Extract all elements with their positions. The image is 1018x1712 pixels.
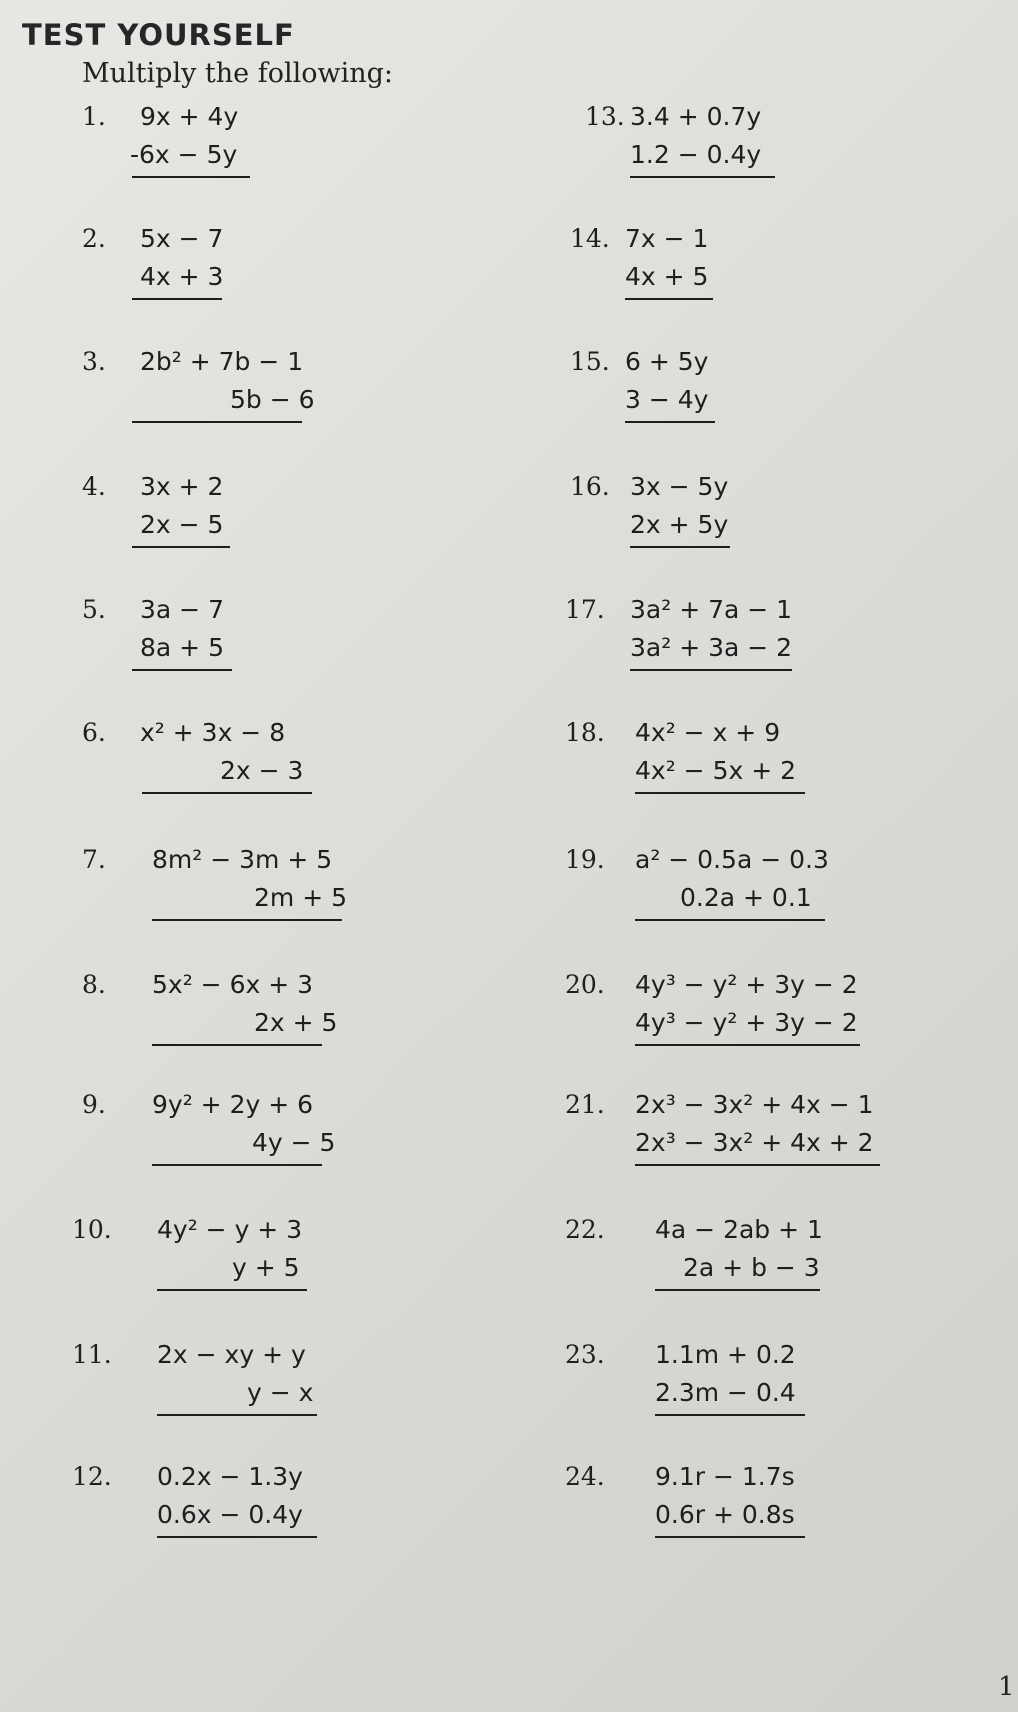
multiplier: 4x + 3 — [140, 262, 224, 291]
multiplicand: 3x + 2 — [140, 472, 224, 501]
answer-rule — [635, 792, 805, 794]
problem-number: 16. — [570, 472, 610, 501]
multiplier: 2x + 5y — [630, 510, 729, 539]
problem-number: 4. — [82, 472, 106, 501]
problem-number: 1. — [82, 102, 106, 131]
multiplier: 4x + 5 — [625, 262, 709, 291]
multiplier: 0.6r + 0.8s — [655, 1500, 795, 1529]
problem-number: 17. — [565, 595, 605, 624]
answer-rule — [152, 1044, 322, 1046]
problem-number: 15. — [570, 347, 610, 376]
multiplicand: x² + 3x − 8 — [140, 718, 286, 747]
multiplicand: 7x − 1 — [625, 224, 709, 253]
multiplicand: 9.1r − 1.7s — [655, 1462, 795, 1491]
answer-rule — [630, 176, 775, 178]
answer-rule — [635, 919, 825, 921]
problem-number: 13. — [585, 102, 625, 131]
multiplier: 2x − 3 — [220, 756, 304, 785]
multiplicand: 5x² − 6x + 3 — [152, 970, 314, 999]
problem-number: 19. — [565, 845, 605, 874]
multiplicand: 3.4 + 0.7y — [630, 102, 762, 131]
answer-rule — [142, 792, 312, 794]
multiplier: 2m + 5 — [254, 883, 348, 912]
multiplicand: 1.1m + 0.2 — [655, 1340, 796, 1369]
multiplicand: 4y² − y + 3 — [157, 1215, 303, 1244]
multiplicand: 4x² − x + 9 — [635, 718, 781, 747]
multiplicand: 3x − 5y — [630, 472, 729, 501]
problem-number: 14. — [570, 224, 610, 253]
multiplier: 0.2a + 0.1 — [680, 883, 812, 912]
answer-rule — [655, 1289, 820, 1291]
multiplier: 4x² − 5x + 2 — [635, 756, 797, 785]
multiplier: 2x³ − 3x² + 4x + 2 — [635, 1128, 874, 1157]
multiplicand: a² − 0.5a − 0.3 — [635, 845, 829, 874]
multiplicand: 6 + 5y — [625, 347, 709, 376]
answer-rule — [625, 421, 715, 423]
problem-number: 3. — [82, 347, 106, 376]
problem-number: 8. — [82, 970, 106, 999]
multiplicand: 4y³ − y² + 3y − 2 — [635, 970, 858, 999]
problem-number: 6. — [82, 718, 106, 747]
multiplier: 2a + b − 3 — [683, 1253, 820, 1282]
answer-rule — [132, 176, 250, 178]
multiplicand: 3a − 7 — [140, 595, 224, 624]
multiplier: 1.2 − 0.4y — [630, 140, 762, 169]
multiplier: 2x − 5 — [140, 510, 224, 539]
multiplier: 8a + 5 — [140, 633, 224, 662]
problem-number: 24. — [565, 1462, 605, 1491]
multiplier: 3a² + 3a − 2 — [630, 633, 793, 662]
multiplicand: 4a − 2ab + 1 — [655, 1215, 823, 1244]
multiplicand: 9x + 4y — [140, 102, 239, 131]
problem-number: 7. — [82, 845, 106, 874]
problem-number: 23. — [565, 1340, 605, 1369]
multiplicand: 9y² + 2y + 6 — [152, 1090, 314, 1119]
answer-rule — [635, 1164, 880, 1166]
answer-rule — [630, 669, 792, 671]
answer-rule — [157, 1289, 307, 1291]
answer-rule — [152, 1164, 322, 1166]
answer-rule — [157, 1414, 317, 1416]
answer-rule — [152, 919, 342, 921]
problem-number: 22. — [565, 1215, 605, 1244]
problem-number: 18. — [565, 718, 605, 747]
multiplier: 0.6x − 0.4y — [157, 1500, 303, 1529]
answer-rule — [630, 546, 730, 548]
multiplier: y − x — [247, 1378, 314, 1407]
answer-rule — [655, 1414, 805, 1416]
problem-number: 9. — [82, 1090, 106, 1119]
multiplicand: 8m² − 3m + 5 — [152, 845, 333, 874]
answer-rule — [655, 1536, 805, 1538]
multiplicand: 3a² + 7a − 1 — [630, 595, 793, 624]
multiplier: 4y − 5 — [252, 1128, 336, 1157]
problem-number: 12. — [72, 1462, 112, 1491]
multiplier: 2.3m − 0.4 — [655, 1378, 796, 1407]
problem-number: 10. — [72, 1215, 112, 1244]
problem-number: 20. — [565, 970, 605, 999]
multiplicand: 0.2x − 1.3y — [157, 1462, 303, 1491]
answer-rule — [132, 669, 232, 671]
multiplicand: 2x³ − 3x² + 4x − 1 — [635, 1090, 874, 1119]
answer-rule — [635, 1044, 860, 1046]
answer-rule — [132, 298, 222, 300]
multiplicand: 2x − xy + y — [157, 1340, 306, 1369]
multiplier: 5b − 6 — [230, 385, 315, 414]
multiplicand: 2b² + 7b − 1 — [140, 347, 304, 376]
answer-rule — [157, 1536, 317, 1538]
instruction: Multiply the following: — [82, 58, 394, 89]
page-title: TEST YOURSELF — [22, 18, 295, 52]
answer-rule — [132, 546, 230, 548]
multiplier: y + 5 — [232, 1253, 300, 1282]
answer-rule — [625, 298, 713, 300]
multiplier: 4y³ − y² + 3y − 2 — [635, 1008, 858, 1037]
page-number: 1 — [998, 1672, 1015, 1702]
multiplicand: 5x − 7 — [140, 224, 224, 253]
multiplier: 3 − 4y — [625, 385, 709, 414]
problem-number: 11. — [72, 1340, 112, 1369]
multiplier: 2x + 5 — [254, 1008, 338, 1037]
answer-rule — [132, 421, 302, 423]
multiplier: -6x − 5y — [130, 140, 238, 169]
problem-number: 5. — [82, 595, 106, 624]
problem-number: 2. — [82, 224, 106, 253]
problem-number: 21. — [565, 1090, 605, 1119]
